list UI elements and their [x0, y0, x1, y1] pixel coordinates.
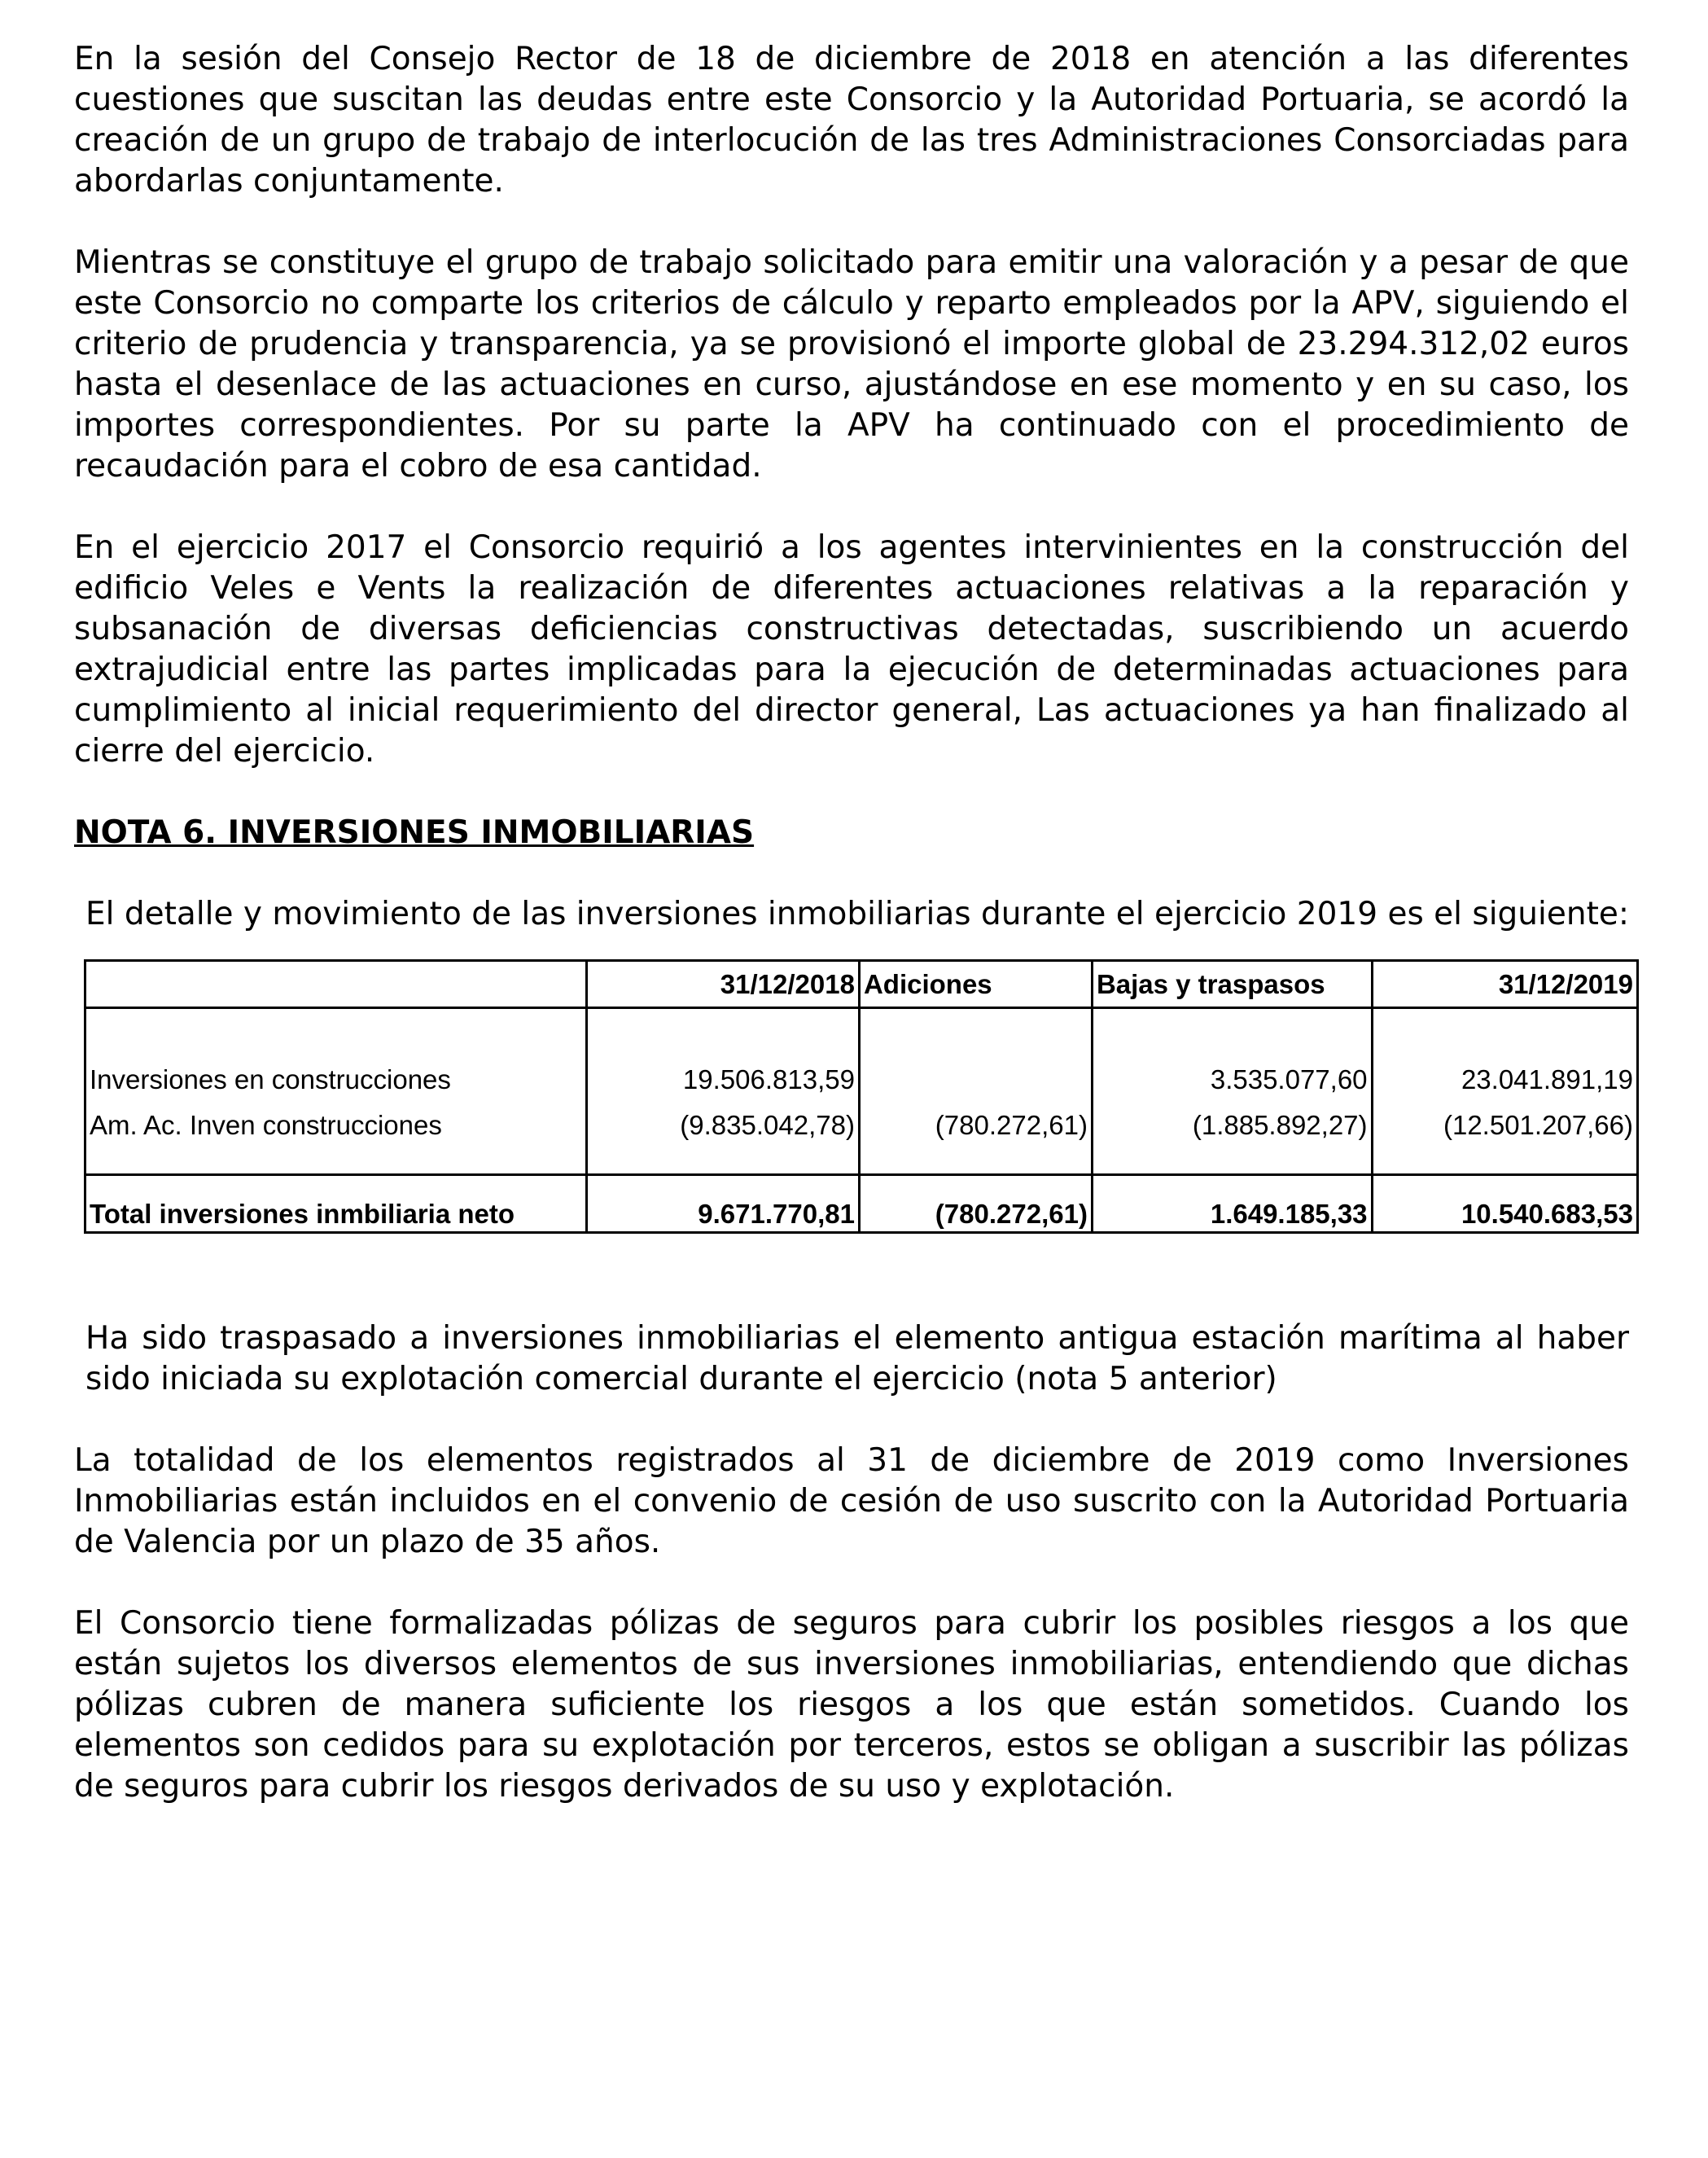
table-header-row	[85, 961, 1638, 1008]
header-cell-adiciones: Adiciones	[859, 961, 1092, 1008]
cell-bajas: (1.885.892,27)	[1092, 1095, 1372, 1141]
cell-2018: 19.506.813,59	[587, 1050, 860, 1095]
total-label: Total inversiones inmbiliaria neto	[85, 1175, 587, 1233]
document-page	[74, 39, 1633, 1807]
section-heading: NOTA 6. INVERSIONES INMOBILIARIAS	[74, 814, 755, 851]
table-row	[85, 1095, 1638, 1141]
paragraph-grupo-trabajo: Mientras se constituye el grupo de trabajo solicitado para emitir una valoración y a pesar de que este Consorcio no comparte los criterios de cálculo y reparto empleados por la APV, siguiendo el criterio de prudencia y transparencia, ya se provisionó el importe global de 23.294.312,02 euros hasta el desenlace de las actuaciones en curso, ajustándose en ese momento y en su caso, los importes correspondientes. Por su parte la APV ha continuado con el procedimiento de recaudación para el cobro de esa cantidad.	[74, 244, 1629, 485]
header-cell-bajas: Bajas y traspasos	[1092, 961, 1372, 1008]
total-2019: 10.540.683,53	[1372, 1175, 1637, 1233]
table-total-row	[85, 1175, 1638, 1233]
cell-adiciones: (780.272,61)	[859, 1095, 1092, 1141]
row-label: Inversiones en construcciones	[85, 1050, 587, 1095]
total-adiciones: (780.272,61)	[859, 1175, 1092, 1233]
cell-adiciones	[859, 1050, 1092, 1095]
paragraph-totalidad: La totalidad de los elementos registrados al 31 de diciembre de 2019 como Inversiones Inmobiliarias están incluidos en el convenio de cesión de uso suscrito con la Autoridad Portuaria de Valencia por un plazo de 35 años.	[74, 1442, 1629, 1560]
header-cell-2018: 31/12/2018	[587, 961, 860, 1008]
paragraph-consejo-rector: En la sesión del Consejo Rector de 18 de diciembre de 2018 en atención a las diferentes cuestiones que suscitan las deudas entre este Consorcio y la Autoridad Portuaria, se acordó la creación de un grupo de trabajo de interlocución de las tres Administraciones Consorciadas para abordarlas conjuntamente.	[74, 41, 1629, 200]
row-label: Am. Ac. Inven construcciones	[85, 1095, 587, 1141]
paragraph-detalle-movimiento: El detalle y movimiento de las inversiones inmobiliarias durante el ejercicio 2019 es el siguiente:	[85, 896, 1629, 932]
paragraph-traspaso: Ha sido traspasado a inversiones inmobiliarias el elemento antigua estación marítima al haber sido iniciada su explotación comercial durante el ejercicio (nota 5 anterior)	[85, 1320, 1629, 1397]
paragraph-polizas: El Consorcio tiene formalizadas pólizas de seguros para cubrir los posibles riesgos a los que están sujetos los diversos elementos de sus inversiones inmobiliarias, entendiendo que dichas pólizas cubren de manera suficiente los riesgos a los que están sometidos. Cuando los elementos son cedidos para su explotación por terceros, estos se obligan a suscribir las pólizas de seguros para cubrir los riesgos derivados de su uso y explotación.	[74, 1605, 1629, 1805]
paragraph-veles-e-vents: En el ejercicio 2017 el Consorcio requirió a los agentes intervinientes en la construcción del edificio Veles e Vents la realización de diferentes actuaciones relativas a la reparación y subsanación de diversas deficiencias constructivas detectadas, suscribiendo un acuerdo extrajudicial entre las partes implicadas para la ejecución de determinadas actuaciones para cumplimiento al inicial requerimiento del director general, Las actuaciones ya han finalizado al cierre del ejercicio.	[74, 529, 1629, 770]
cell-bajas: 3.535.077,60	[1092, 1050, 1372, 1095]
investments-table	[84, 959, 1639, 1234]
header-cell-label	[85, 961, 587, 1008]
cell-2019: (12.501.207,66)	[1372, 1095, 1637, 1141]
cell-2018: (9.835.042,78)	[587, 1095, 860, 1141]
header-cell-2019: 31/12/2019	[1372, 961, 1637, 1008]
total-2018: 9.671.770,81	[587, 1175, 860, 1233]
cell-2019: 23.041.891,19	[1372, 1050, 1637, 1095]
total-bajas: 1.649.185,33	[1092, 1175, 1372, 1233]
table-row	[85, 1050, 1638, 1095]
